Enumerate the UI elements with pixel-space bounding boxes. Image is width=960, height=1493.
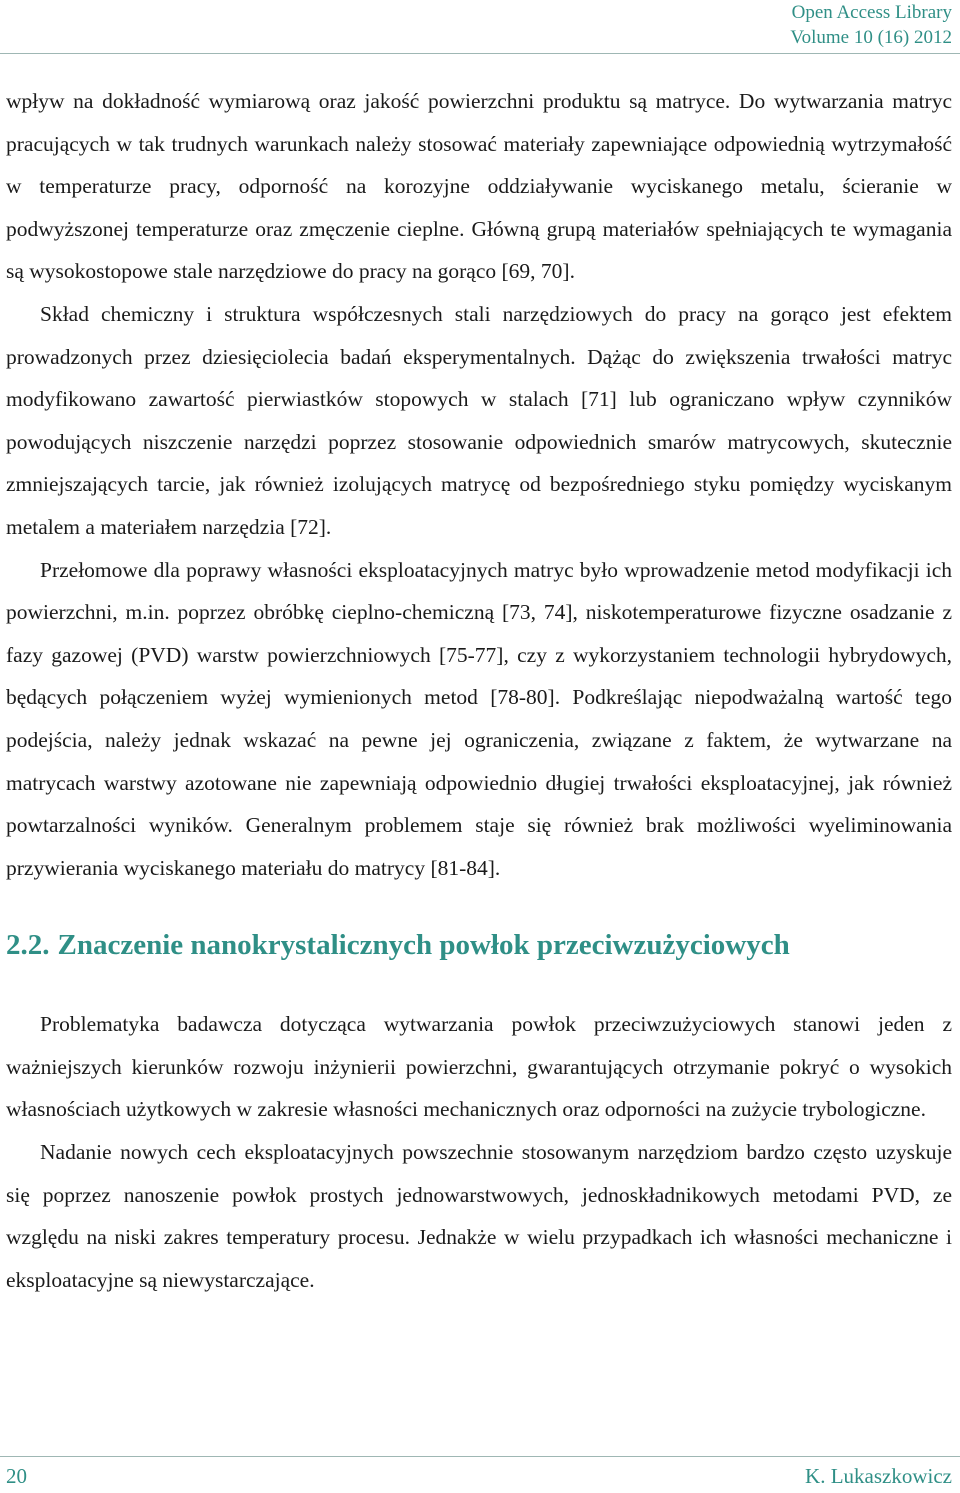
paragraph: Nadanie nowych cech eksploatacyjnych powszechnie stosowanym narzędziom bardzo często uzyskuje się poprzez nanoszenie powłok prostych jednowarstwowych, jednoskładnikowych metodami PVD, ze względu na niski zakres temperatury procesu. Jednakże w wielu przypadkach ich własności mechaniczne i eksploatacyjne są niewystarczające.: [6, 1140, 952, 1292]
page-number: 20: [6, 1464, 27, 1488]
body-text: [6, 80, 952, 1301]
paragraph: Problematyka badawcza dotycząca wytwarzania powłok przeciwzużyciowych stanowi jeden z ważniejszych kierunków rozwoju inżynierii powierzchni, gwarantujących otrzymanie pokryć o wysokich własnościach użytkowych w zakresie własności mechanicznych oraz odporności na zużycie trybologiczne.: [6, 1012, 952, 1122]
paragraph-continuation: wpływ na dokładność wymiarową oraz jakość powierzchni produktu są matryce. Do wytwarzania matryc pracujących w tak trudnych warunkach należy stosować materiały zapewniające odpowiednią wytrzymałość w temperaturze pracy, odporność na korozyjne oddziaływanie wyciskanego metalu, ścieranie w podwyższonej temperaturze oraz zmęczenie cieplne. Główną grupą materiałów spełniających te wymagania są wysokostopowe stale narzędziowe do pracy na gorąco [69, 70].: [6, 89, 952, 284]
header-divider: [0, 53, 960, 54]
paragraph: Przełomowe dla poprawy własności eksploatacyjnych matryc było wprowadzenie metod modyfikacji ich powierzchni, m.in. poprzez obróbkę cieplno-chemiczną [73, 74], niskotemperaturowe fizyczne osadzanie z fazy gazowej (PVD) warstw powierzchniowych [75-77], czy z wykorzystaniem technologii hybrydowych, będących połączeniem wyżej wymienionych metod [78-80]. Podkreślając niepodważalną wartość tego podejścia, należy jednak wskazać na pewne jej ograniczenia, związane z faktem, że wytwarzane na matrycach warstwy azotowane nie zapewniają odpowiednio długiej trwałości eksploatacyjnej, jak również powtarzalności wyników. Generalnym problemem staje się również brak możliwości wyeliminowania przywierania wyciskanego materiału do matrycy [81-84].: [6, 557, 952, 880]
journal-name: Open Access Library: [791, 2, 952, 23]
journal-volume: Volume 10 (16) 2012: [790, 27, 952, 48]
footer-divider: [0, 1456, 960, 1457]
running-head: [790, 0, 952, 50]
section-heading: [6, 927, 952, 963]
paragraph: Skład chemiczny i struktura współczesnych stali narzędziowych do pracy na gorąco jest efektem prowadzonych przez dziesięciolecia badań eksperymentalnych. Dążąc do zwiększenia trwałości matryc modyfikowano zawartość pierwiastków stopowych w stalach [71] lub ograniczano wpływ czynników powodujących niszczenie narzędzi poprzez stosowanie odpowiednich smarów matrycowych, skutecznie zmniejszających tarcie, jak również izolujących matrycę od bezpośredniego styku pomiędzy wyciskanym metalem a materiałem narzędzia [72].: [6, 301, 952, 539]
footer-author: K. Lukaszkowicz: [805, 1464, 952, 1488]
section-number: 2.2.: [6, 929, 50, 962]
section-title: Znaczenie nanokrystalicznych powłok przeciwzużyciowych: [57, 929, 790, 962]
